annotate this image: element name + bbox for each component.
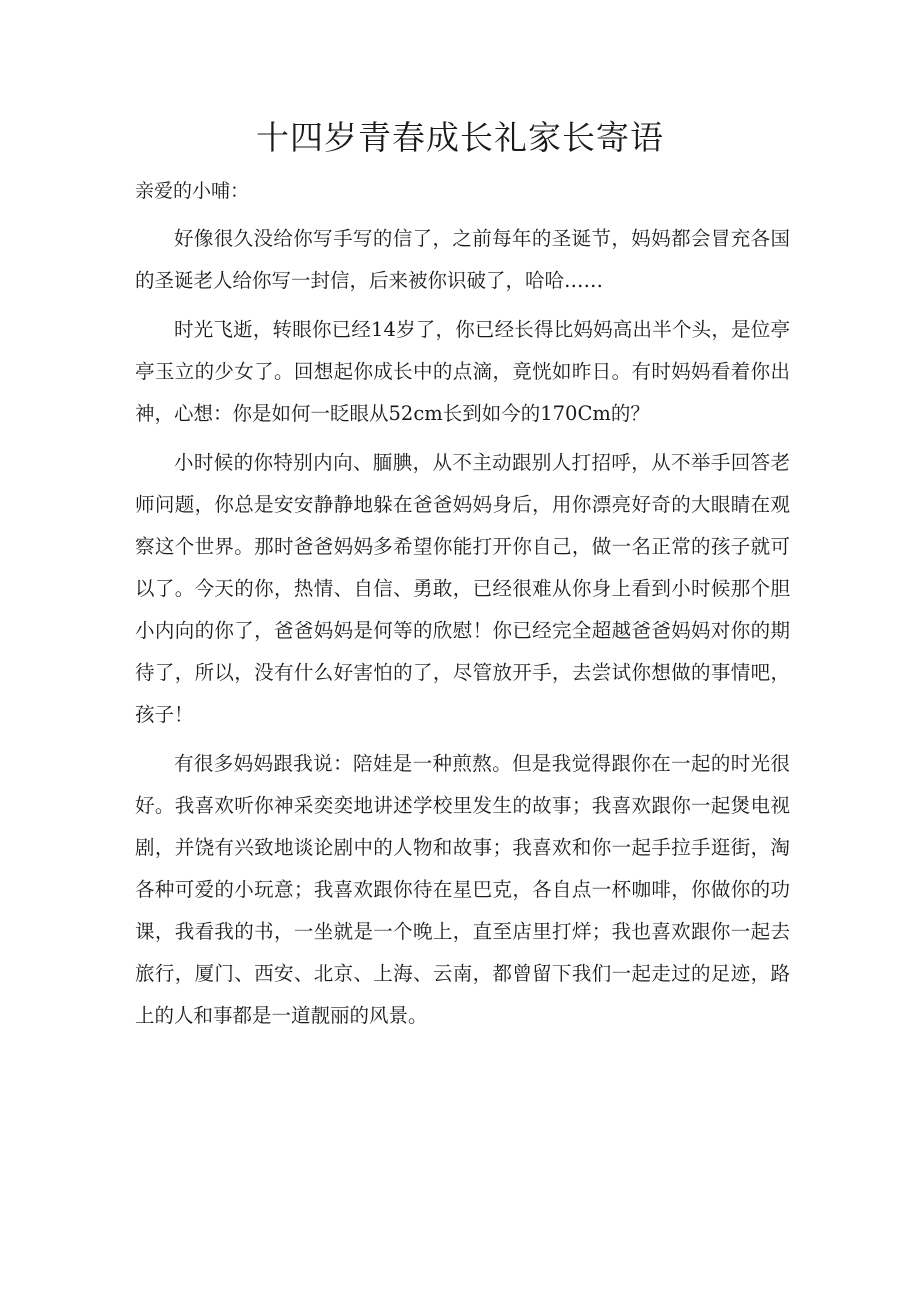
paragraph-1: 好像很久没给你写手写的信了，之前每年的圣诞节，妈妈都会冒充各国的圣诞老人给你写一封信，后来被你识破了，哈哈…… (135, 227, 790, 292)
paragraph-4: 有很多妈妈跟我说：陪娃是一种煎熬。但是我觉得跟你在一起的时光很好。我喜欢听你神采奕奕地讲述学校里发生的故事；我喜欢跟你一起煲电视剧，并饶有兴致地谈论剧中的人物和故事；我喜欢和你一起手拉手逛街，淘各种可爱的小玩意；我喜欢跟你待在星巴克，各自点一杯咖啡，你做你的功课，我看我的书，一坐就是一个晚上，直至店里打烊；我也喜欢跟你一起去旅行，厦门、西安、北京、上海、云南，都曾留下我们一起走过的足迹，路上的人和事都是一道靓丽的风景。 (135, 752, 790, 1027)
salutation: 亲爱的小哺： (135, 180, 250, 202)
paragraph-2: 时光飞逝，转眼你已经14岁了，你已经长得比妈妈高出半个头，是位亭亭玉立的少女了。回想起你成长中的点滴，竟恍如昨日。有时妈妈看着你出神，心想：你是如何一眨眼从52cm长到如今的170Cm的？ (135, 318, 790, 425)
letter-body (135, 218, 790, 1044)
paragraph-3: 小时候的你特别内向、腼腆，从不主动跟别人打招呼，从不举手回答老师问题，你总是安安静静地躲在爸爸妈妈身后，用你漂亮好奇的大眼睛在观察这个世界。那时爸爸妈妈多希望你能打开你自己，做一名正常的孩子就可以了。今天的你，热情、自信、勇敢，已经很难从你身上看到小时候那个胆小内向的你了，爸爸妈妈是何等的欣慰！你已经完全超越爸爸妈妈对你的期待了，所以，没有什么好害怕的了，尽管放开手，去尝试你想做的事情吧，孩子！ (135, 451, 790, 726)
document-title: 十四岁青春成长礼家长寄语 (256, 118, 664, 157)
